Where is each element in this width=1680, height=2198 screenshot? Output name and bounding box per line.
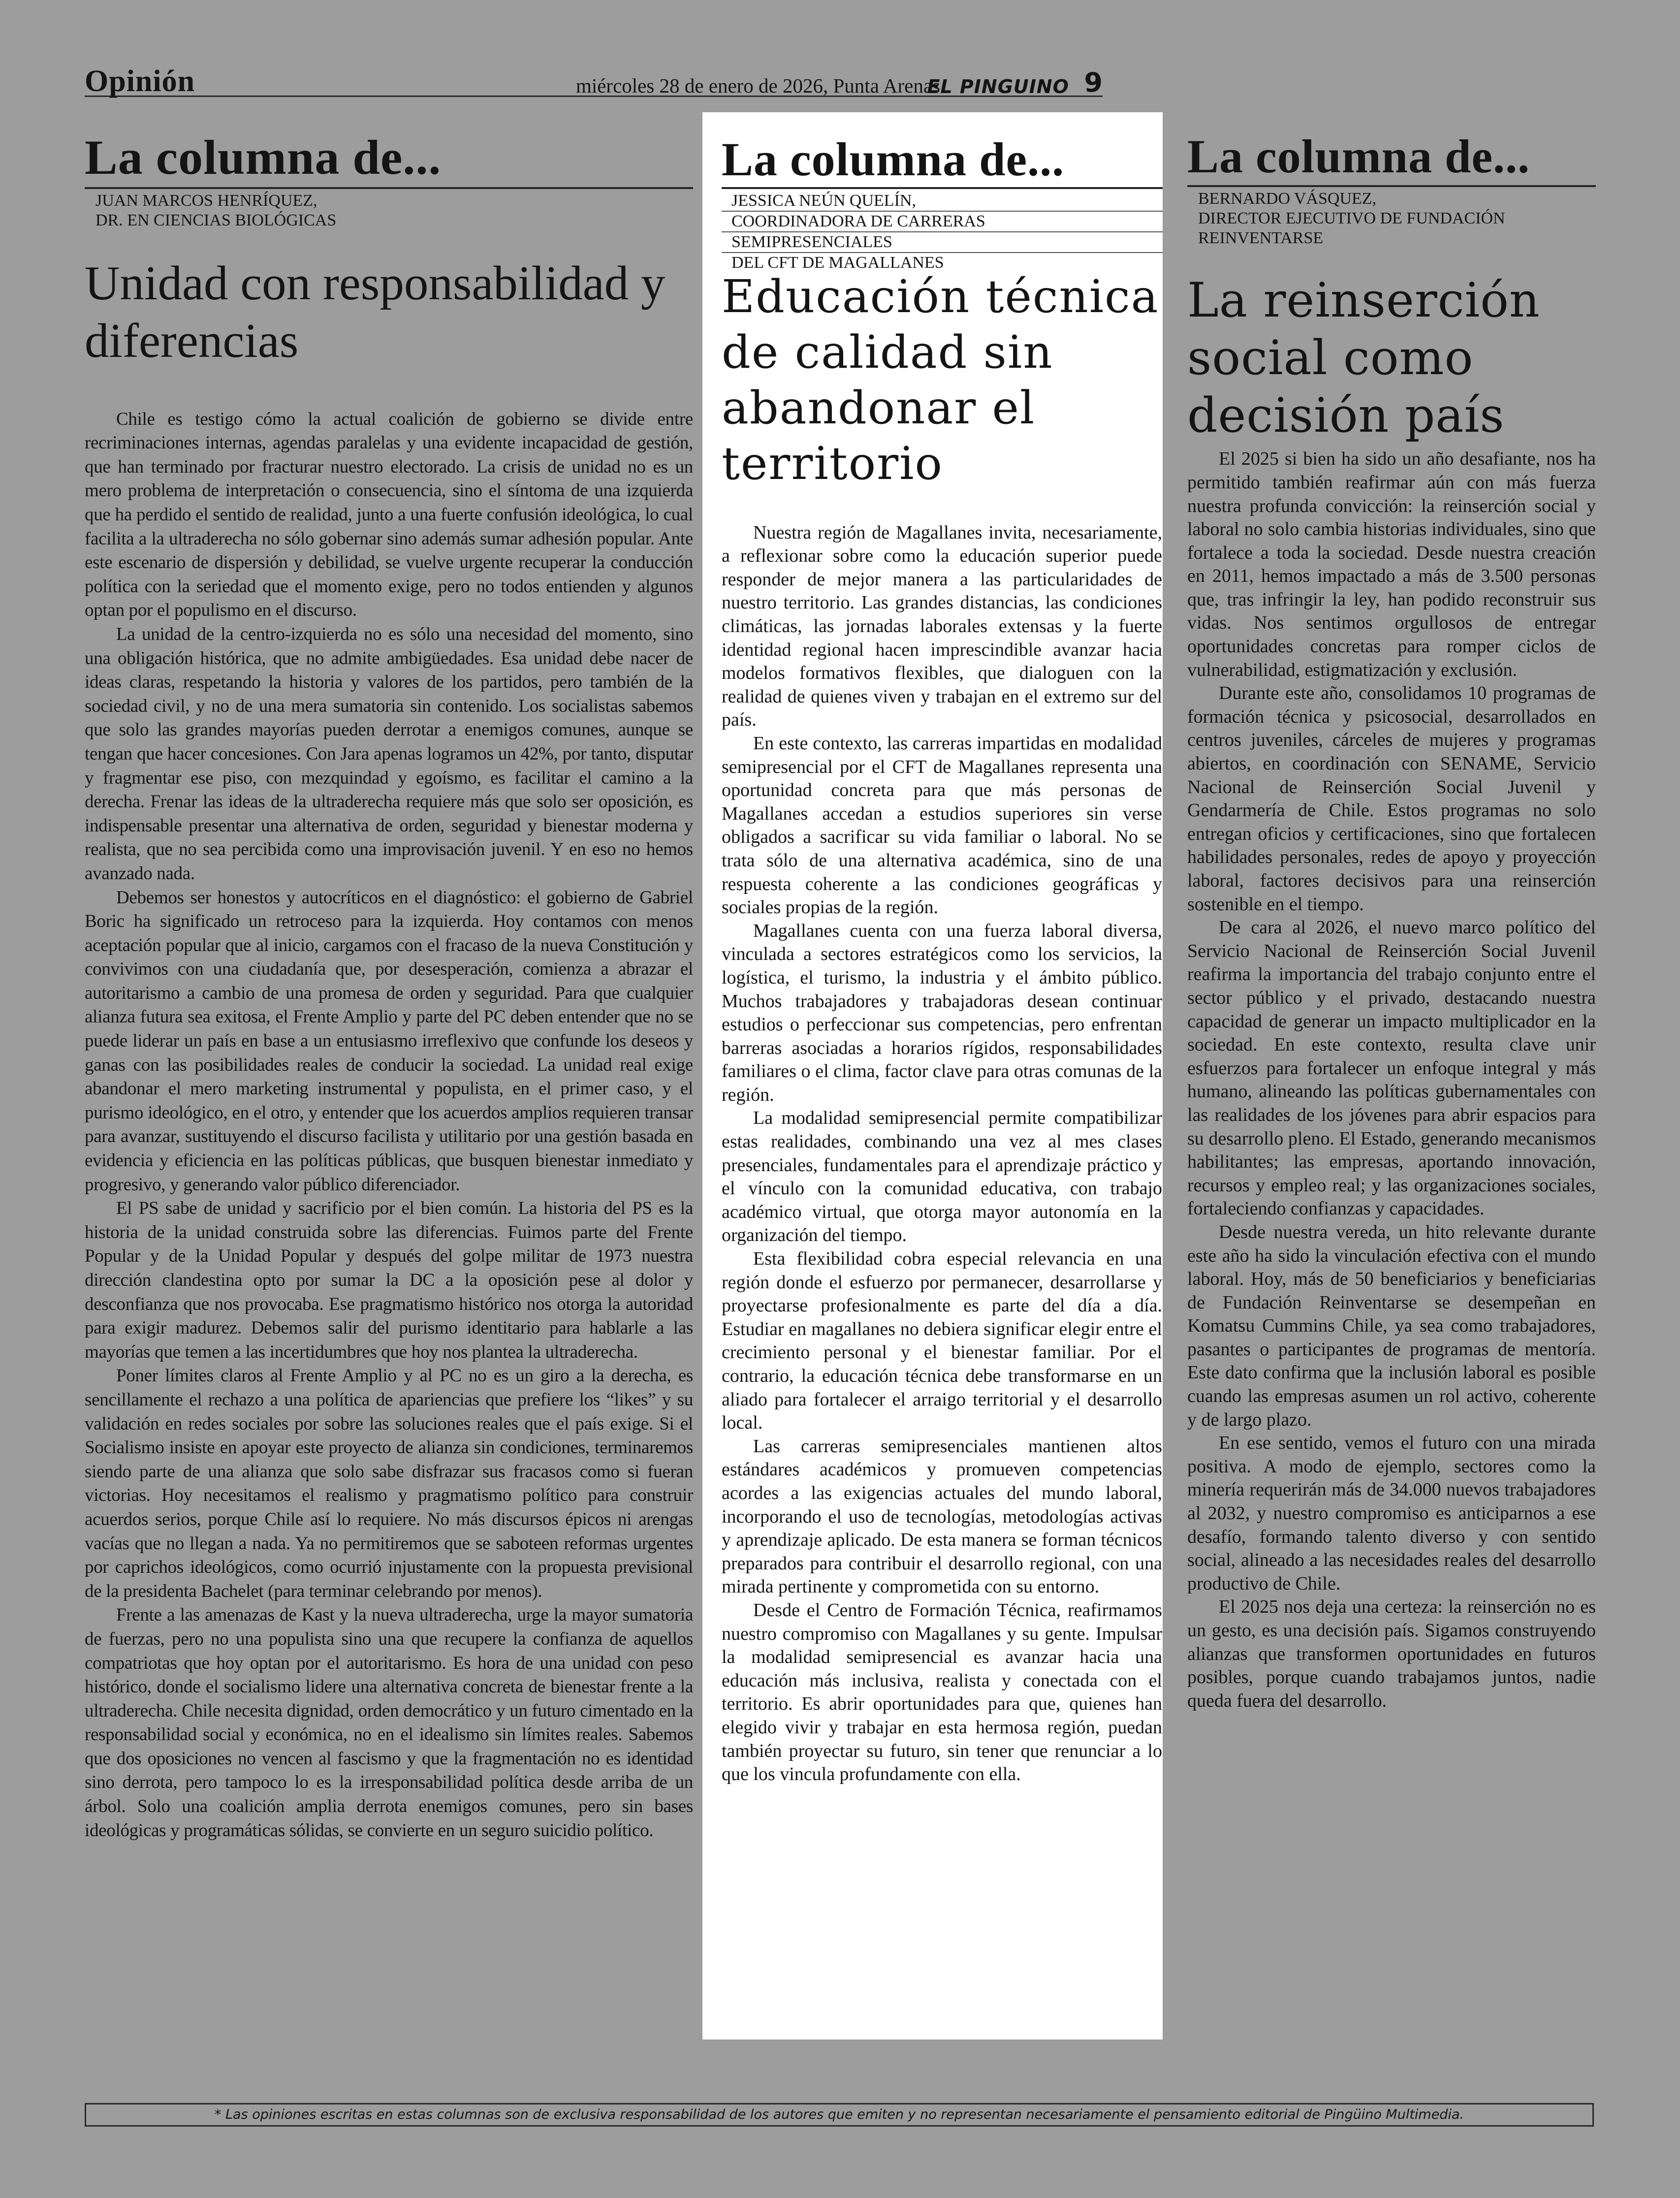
article-body — [1187, 447, 1596, 1713]
column-kicker: La columna de... — [85, 130, 442, 185]
column-kicker: La columna de... — [722, 133, 1065, 186]
paragraph: De cara al 2026, el nuevo marco político del Servicio Nacional de Reinserción Social Juvenil reafirma la importancia del trabajo conjunto entre el sector público y el privado, destacando nuestra capacidad de generar un impacto multiplicador en la sociedad. En este contexto, resulta clave unir esfuerzos para fortalecer un enfoque integral y más humano, alineando las políticas gubernamentales con las realidades de los jóvenes para abrir espacios para su desarrollo pleno. El Estado, generando mecanismos habilitantes; las empresas, aportando innovación, recursos y empleo real; y las organizaciones sociales, fortaleciendo confianzas y capacidades. — [1187, 917, 1596, 1219]
author-byline — [1187, 185, 1596, 248]
opinion-column-3 — [1187, 130, 1596, 1713]
disclaimer-box: * Las opiniones escritas en estas columnas son de exclusiva responsabilidad de los autores que emiten y no representan necesariamente el pensamiento editorial de Pingüino Multimedia. — [85, 2103, 1594, 2127]
author-byline — [85, 187, 693, 230]
article-body — [722, 521, 1162, 1786]
author-line: SEMIPRESENCIALES — [722, 232, 1163, 253]
article-headline: La reinserción social como decisión país — [1187, 273, 1540, 444]
author-line: DIRECTOR EJECUTIVO DE FUNDACIÓN — [1198, 209, 1505, 227]
paragraph: Desde nuestra vereda, un hito relevante durante este año ha sido la vinculación efectiva con el mundo laboral. Hoy, más de 50 beneficiarios y beneficiarias de Fundación Reinventarse se desempeñan en Komatsu Cummins Chile, ya sea como trabajadores, pasantes o participantes de programas de mentoría. Este dato confirma que la inclusión laboral es posible cuando las empresas asumen un rol activo, coherente y de largo plazo. — [1187, 1221, 1596, 1430]
newspaper-logo: EL PINGUINO — [927, 76, 1069, 97]
author-line: JUAN MARCOS HENRÍQUEZ, — [95, 191, 317, 210]
paragraph: Desde el Centro de Formación Técnica, reafirmamos nuestro compromiso con Magallanes y su gente. Impulsar la modalidad semipresencial es avanzar hacia una educación más inclusiva, realista y conectada con el territorio. Es abrir oportunidades para que, quienes han elegido vivir y trabajar en esta hermosa región, puedan también proyectar su futuro, sin tener que renunciar a lo que los vincula profundamente con ella. — [722, 1599, 1162, 1785]
dateline: miércoles 28 de enero de 2026, Punta Arenas — [575, 74, 940, 97]
opinion-column-1 — [85, 130, 693, 1843]
paragraph: En ese sentido, vemos el futuro con una mirada positiva. A modo de ejemplo, sectores como la minería requerirán más de 34.000 nuevos trabajadores al 2032, y nuestro compromiso es anticiparnos a ese desafío, formando talento diverso y con sentido social, alineado a las necesidades reales del desarrollo productivo de Chile. — [1187, 1433, 1596, 1594]
paragraph: El PS sabe de unidad y sacrificio por el bien común. La historia del PS es la historia de la unidad construida sobre las diferencias. Fuimos parte del Frente Popular y de la Unidad Popular y después del golpe militar de 1973 nuestra dirección clandestina opto por sumar la DC a la oposición pese al dolor y desconfianza que nos provocaba. Ese pragmatismo histórico nos otorga la autoridad para exigir madurez. Debemos salir del purismo identitario para hablarle a las mayorías que temen a las incertidumbres que hoy nos plantea la ultraderecha. — [85, 1198, 693, 1362]
paragraph: Chile es testigo cómo la actual coalición de gobierno se divide entre recriminaciones internas, agendas paralelas y una evidente incapacidad de gestión, que han terminado por fracturar nuestro electorado. La crisis de unidad no es un mero problema de interpretación o consecuencia, sino el síntoma de una izquierda que ha perdido el sentido de realidad, junto a una fuerte confusión ideológica, lo cual facilita a la ultraderecha no sólo gobernar sino además sumar adhesión popular. Ante este escenario de dispersión y debilidad, se vuelve urgente recuperar la conducción política con la seriedad que el momento exige, pero no todos entienden y algunos optan por el populismo en el discurso. — [85, 409, 693, 621]
column-kicker: La columna de... — [1187, 130, 1530, 183]
page-header — [85, 63, 1103, 97]
author-line: DR. EN CIENCIAS BIOLÓGICAS — [95, 211, 337, 229]
paragraph: Magallanes cuenta con una fuerza laboral diversa, vinculada a sectores estratégicos como los servicios, la logística, el turismo, la industria y el ámbito público. Muchos trabajadores y trabajadoras desean continuar estudios o perfeccionar sus competencias, pero enfrentan barreras asociadas a horarios rígidos, responsabilidades familiares o el clima, factor clave para otras comunas de la región. — [722, 920, 1162, 1105]
paragraph: El 2025 nos deja una certeza: la reinserción no es un gesto, es una decisión país. Sigamos construyendo alianzas que transformen oportunidades en futuros posibles, porque cuando trabajamos juntos, nadie queda fuera del desarrollo. — [1187, 1596, 1596, 1711]
page-number: 9 — [1084, 67, 1103, 98]
article-headline: Educación técnica de calidad sin abandonar el territorio — [722, 270, 1159, 490]
author-line: COORDINADORA DE CARRERAS — [722, 212, 1163, 232]
paragraph: Poner límites claros al Frente Amplio y al PC no es un giro a la derecha, es sencillamente el rechazo a una política de apariencias que prefiere los “likes” y su validación en redes sociales por sobre las soluciones reales que el país exige. Si el Socialismo insiste en apoyar este proyecto de alianza sin condiciones, terminaremos siendo parte de una alianza que solo sabe disfrazar sus fracasos como si fueran victorias. Hoy necesitamos el realismo y pragmatismo político para construir acuerdos serios, porque Chile así lo requiere. No más discursos épicos ni arengas vacías que no llegan a nada. Ya no permitiremos que se saboteen reformas urgentes por caprichos ideológicos, como ocurrió injustamente con la propuesta previsional de la presidenta Bachelet (para terminar celebrando por menos). — [85, 1366, 693, 1601]
paragraph: Frente a las amenazas de Kast y la nueva ultraderecha, urge la mayor sumatoria de fuerzas, pero no una populista sino una que recupere la confianza de aquellos compatriotas que hoy optan por el autoritarismo. Es hora de una unidad con peso histórico, donde el socialismo lidere una alternativa concreta de bienestar frente a la ultraderecha. Chile necesita dignidad, orden democrático y un futuro cimentado en la responsabilidad social y económica, no en el idealismo sin límites reales. Sabemos que dos oposiciones no vencen al fascismo y que la fragmentación no es identidad sino derrota, pero tampoco lo es la irresponsabilidad política desde arriba de un árbol. Solo una coalición amplia derrota enemigos comunes, pero sin bases ideológicas y programáticas sólidas, se convierte en un seguro suicidio político. — [85, 1605, 693, 1841]
paragraph: Durante este año, consolidamos 10 programas de formación técnica y psicosocial, desarrollados en centros juveniles, cárceles de mujeres y programas abiertos, en coordinación con SENAME, Servicio Nacional de Reinserción Social Juvenil y Gendarmería de Chile. Estos programas no solo entregan oficios y certificaciones, sino que fortalecen habilidades personales, redes de apoyo y proyección laboral, factores decisivos para una reinserción sostenible en el tiempo. — [1187, 683, 1596, 915]
section-title: Opinión — [85, 64, 195, 98]
author-line: JESSICA NEÚN QUELÍN, — [722, 191, 1163, 212]
article-body — [85, 408, 693, 1843]
paragraph: La modalidad semipresencial permite compatibilizar estas realidades, combinando una vez al mes clases presenciales, fundamentales para el aprendizaje práctico y el vínculo con la comunidad educativa, con trabajo académico virtual, que otorga mayor autonomía en la organización del tiempo. — [722, 1108, 1162, 1246]
paragraph: La unidad de la centro-izquierda no es sólo una necesidad del momento, sino una obligación histórica, que no admite ambigüedades. Esa unidad debe nacer de ideas claras, respetando la historia y valores de los partidos, pero también de la sociedad civil, y no de una mera sumatoria sin contenido. Los socialistas sabemos que solo las grandes mayorías pueden derrotar a enemigos comunes, aunque se tengan que hacer concesiones. Con Jara apenas logramos un 42%, por tanto, disputar y fragmentar ese piso, con mezquindad y egoísmo, es facilitar el camino a la derecha. Frenar las ideas de la ultraderecha requiere más que solo ser oposición, es indispensable presentar una alternativa de orden, seguridad y bienestar moderna y realista, que no sea percibida como una improvisación juvenil. Y en eso no hemos avanzado nada. — [85, 624, 693, 884]
paragraph: En este contexto, las carreras impartidas en modalidad semipresencial por el CFT de Magallanes representa una oportunidad concreta para que más personas de Magallanes accedan a estudios superiores sin verse obligados a sacrificar su vida familiar o laboral. No se trata sólo de una alternativa académica, sino de una respuesta coherente a las condiciones geográficas y sociales propias de la región. — [722, 733, 1162, 918]
paragraph: Esta flexibilidad cobra especial relevancia en una región donde el esfuerzo por permanecer, desarrollarse y proyectarse profesionalmente es parte del día a día. Estudiar en magallanes no debiera significar elegir entre el crecimiento personal y el bienestar familiar. Por el contrario, la educación técnica debe transformarse en un aliado para fortalecer el arraigo territorial y el desarrollo local. — [722, 1248, 1162, 1433]
author-byline — [722, 187, 1163, 273]
author-line: DEL CFT DE MAGALLANES — [731, 254, 944, 272]
paragraph: Las carreras semipresenciales mantienen altos estándares académicos y promueven competencias acordes a las exigencias actuales del mundo laboral, incorporando el uso de tecnologías, metodologías activas y aprendizaje aplicado. De esta manera se forman técnicos preparados para contribuir el desarrollo regional, con una mirada pertinente y comprometida con su entorno. — [722, 1435, 1162, 1597]
author-line: BERNARDO VÁSQUEZ, — [1198, 190, 1377, 208]
paragraph: El 2025 si bien ha sido un año desafiante, nos ha permitido también reafirmar aún con más fuerza nuestra profunda convicción: la reinserción social y laboral no solo cambia historias individuales, sino que fortalece a toda la sociedad. Desde nuestra creación en 2011, hemos impactado a más de 3.500 personas que, tras infringir la ley, han podido reconstruir sus vidas. Nos sentimos orgullosos de entregar oportunidades concretas para romper ciclos de vulnerabilidad, estigmatización y exclusión. — [1187, 448, 1596, 680]
paragraph: Debemos ser honestos y autocríticos en el diagnóstico: el gobierno de Gabriel Boric ha significado un retroceso para la izquierda. Hoy contamos con menos aceptación popular que al inicio, cargamos con el fracaso de la nueva Constitución y convivimos con una ciudadanía que, por desesperación, comienza a abrazar el autoritarismo a cambio de una promesa de orden y seguridad. Para que cualquier alianza futura sea exitosa, el Frente Amplio y parte del PC deben entender que no se puede liderar un país en base a un entusiasmo irreflexivo que confunde los deseos y ganas con las posibilidades reales de conducir la sociedad. La unidad real exige abandonar el mero marketing instrumental y populista, en el primer caso, y el purismo ideológico, en el otro, y entender que los acuerdos amplios requieren transar para avanzar, sustituyendo el discurso facilista y utilitario por una gestión basada en evidencia y eficiencia en las políticas públicas, que busquen bienestar inmediato y progresivo, y generando valor público diferenciador. — [85, 887, 693, 1195]
opinion-column-2 — [702, 112, 1163, 2039]
author-line: REINVENTARSE — [1198, 229, 1324, 247]
article-headline: Unidad con responsabilidad y diferencias — [85, 256, 666, 368]
paragraph: Nuestra región de Magallanes invita, necesariamente, a reflexionar sobre como la educación superior puede responder de mejor manera a las particularidades de nuestro territorio. Las grandes distancias, las condiciones climáticas, las jornadas laborales extensas y la fuerte identidad regional hacen imprescindible avanzar hacia modelos formativos flexibles, que dialoguen con la realidad de quienes viven y trabajan en el extremo sur del país. — [722, 522, 1162, 731]
